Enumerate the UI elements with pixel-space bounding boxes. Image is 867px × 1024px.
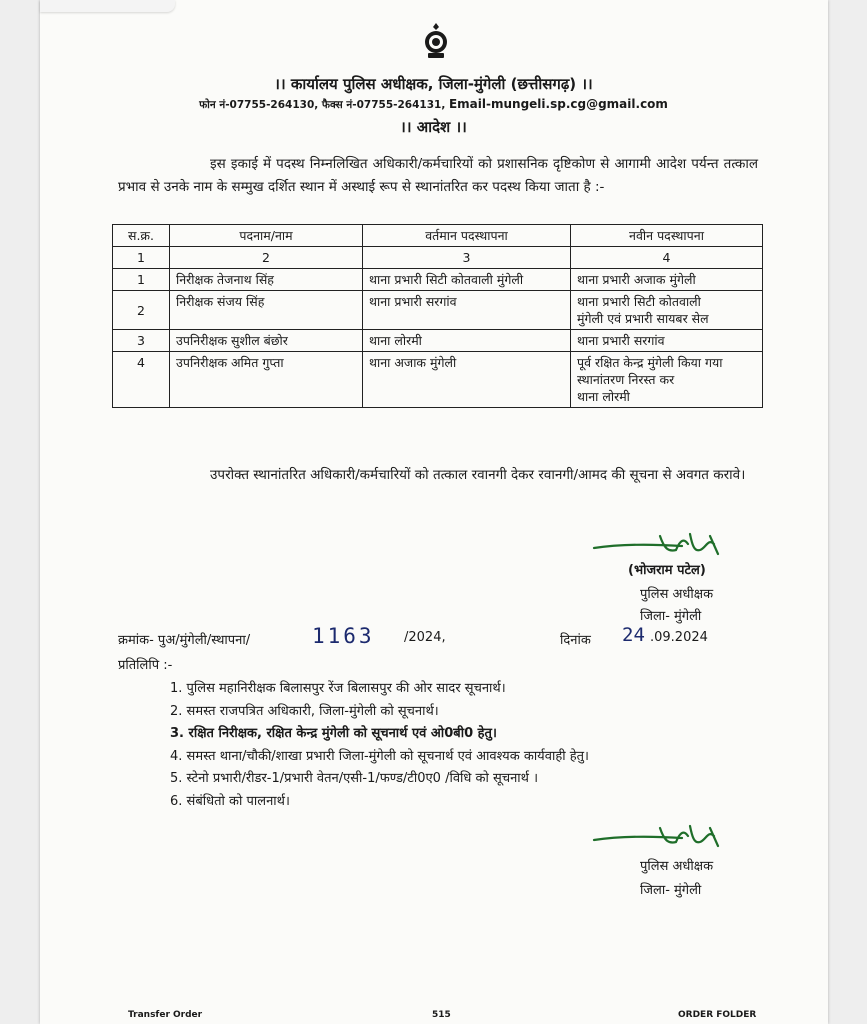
row-sno: 3 <box>113 330 170 352</box>
row-name: निरीक्षक तेजनाथ सिंह <box>170 269 363 291</box>
row-sno: 2 <box>113 291 170 330</box>
contact-phone-fax: फोन नं-07755-264130, फैक्स नं-07755-264131, <box>199 99 446 111</box>
date-day: 24 <box>622 624 645 646</box>
signature-icon <box>590 530 740 564</box>
transfer-table <box>112 224 763 408</box>
header-current-posting: वर्तमान पदस्थापना <box>363 225 571 247</box>
signatory-district: जिला- मुंगेली <box>640 609 702 624</box>
table-row <box>113 330 763 352</box>
order-title: ।। आदेश ।। <box>400 118 467 136</box>
table-header-row <box>113 225 763 247</box>
date-month-year: .09.2024 <box>650 630 708 645</box>
reference-number: 1163 <box>312 624 375 648</box>
office-title: ।। कार्यालय पुलिस अधीक्षक, जिला-मुंगेली (छत्तीसगढ़) ।। <box>274 75 593 93</box>
signatory-name: (भोजराम पटेल) <box>628 563 706 578</box>
row-current: थाना प्रभारी सिटी कोतवाली मुंगेली <box>363 269 571 291</box>
table-row <box>113 291 763 330</box>
row-name: निरीक्षक संजय सिंह <box>170 291 363 330</box>
contact-line <box>0 97 867 112</box>
row-new-line: थाना प्रभारी सिटी कोतवाली <box>577 294 701 309</box>
date-label: दिनांक <box>560 633 591 648</box>
intro-text: इस इकाई में पदस्थ निम्नलिखित अधिकारी/कर्मचारियों को प्रशासनिक दृष्टिकोण से आगामी आदेश पर्यन्त तत्काल प्रभाव से उनके नाम के सम्मुख दर्शित स्थान में अस्थाई रूप से स्थानांतरित कर पदस्थ किया जाता है :- <box>118 156 758 195</box>
row-new-line: थाना प्रभारी अजाक मुंगेली <box>577 272 696 287</box>
row-sno: 4 <box>113 352 170 408</box>
row-new <box>571 269 763 291</box>
col-number: 4 <box>571 247 763 269</box>
row-current: थाना प्रभारी सरगांव <box>363 291 571 330</box>
table-row <box>113 352 763 408</box>
footer-left: Transfer Order <box>128 1010 203 1020</box>
contact-email: Email-mungeli.sp.cg@gmail.com <box>448 97 668 111</box>
row-current: थाना लोरमी <box>363 330 571 352</box>
table-numbering-row <box>113 247 763 269</box>
row-new-line: थाना प्रभारी सरगांव <box>577 333 665 348</box>
list-item: 3. रक्षित निरीक्षक, रक्षित केन्द्र मुंगेली को सूचनार्थ एवं ओ0बी0 हेतु। <box>170 726 497 741</box>
reference-year: /2024, <box>404 630 446 645</box>
copy-list <box>170 678 589 813</box>
top-tab-strip <box>40 0 175 12</box>
row-new-line: मुंगेली एवं प्रभारी सायबर सेल <box>577 311 709 326</box>
footer-signatory-designation: पुलिस अधीक्षक <box>640 859 714 874</box>
signature-icon <box>590 822 740 856</box>
reference-prefix: क्रमांक- पुअ/मुंगेली/स्थापना/ <box>118 633 251 648</box>
police-emblem-icon <box>422 22 450 60</box>
closing-text: उपरोक्त स्थानांतरित अधिकारी/कर्मचारियों को तत्काल रवानगी देकर रवानगी/आमद की सूचना से अवगत करावे। <box>210 467 746 483</box>
row-new <box>571 352 763 408</box>
list-item: 6. संबंधितो को पालनार्थ। <box>170 793 290 809</box>
closing-paragraph <box>118 463 758 487</box>
list-item: 1. पुलिस महानिरीक्षक बिलासपुर रेंज बिलासपुर की ओर सादर सूचनार्थ। <box>170 681 506 696</box>
list-item: 2. समस्त राजपत्रित अधिकारी, जिला-मुंगेली को सूचनार्थ। <box>170 703 439 719</box>
signatory-designation: पुलिस अधीक्षक <box>640 587 714 602</box>
row-sno: 1 <box>113 269 170 291</box>
footer-right: ORDER FOLDER <box>678 1010 757 1020</box>
col-number: 1 <box>113 247 170 269</box>
row-current: थाना अजाक मुंगेली <box>363 352 571 408</box>
copy-label: प्रतिलिपि :- <box>118 658 173 673</box>
row-new <box>571 291 763 330</box>
row-new-line: स्थानांतरण निरस्त कर <box>577 372 675 387</box>
footer-page-number: 515 <box>432 1010 451 1020</box>
footer-signatory-district: जिला- मुंगेली <box>640 883 702 898</box>
header-name: पदनाम/नाम <box>170 225 363 247</box>
header-new-posting: नवीन पदस्थापना <box>571 225 763 247</box>
row-name: उपनिरीक्षक अमित गुप्ता <box>170 352 363 408</box>
list-item: 4. समस्त थाना/चौकी/शाखा प्रभारी जिला-मुंगेली को सूचनार्थ एवं आवश्यक कार्यवाही हेतु। <box>170 748 589 764</box>
row-new <box>571 330 763 352</box>
col-number: 3 <box>363 247 571 269</box>
header-sno: स.क्र. <box>113 225 170 247</box>
row-new-line: थाना लोरमी <box>577 389 630 404</box>
list-item: 5. स्टेनो प्रभारी/रीडर-1/प्रभारी वेतन/एसी-1/फण्ड/टी0ए0 /विधि को सूचनार्थ । <box>170 771 539 786</box>
row-name: उपनिरीक्षक सुशील बंछोर <box>170 330 363 352</box>
col-number: 2 <box>170 247 363 269</box>
intro-paragraph <box>118 153 758 199</box>
row-new-line: पूर्व रक्षित केन्द्र मुंगेली किया गया <box>577 355 723 370</box>
table-row <box>113 269 763 291</box>
